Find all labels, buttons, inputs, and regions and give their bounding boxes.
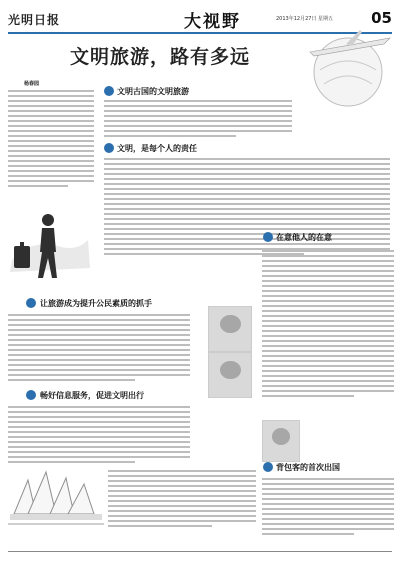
article-badge-icon <box>263 232 273 242</box>
article-2-body <box>104 158 390 258</box>
article-1-title: 文明古国的文明旅游 <box>117 87 189 96</box>
article-4-title: 畅好信息服务，促进文明出行 <box>40 391 144 400</box>
article-badge-icon <box>26 390 36 400</box>
page-number: 05 <box>371 9 392 27</box>
article-2-title: 文明，是每个人的责任 <box>117 144 197 153</box>
bottom-body-text <box>108 470 256 532</box>
traveler-illustration <box>4 200 94 290</box>
sidebar-author-name: 杨春园 <box>24 81 40 87</box>
masthead: 光明日报 <box>8 13 61 27</box>
portrait-photo <box>208 306 252 352</box>
article-3-body <box>8 314 190 384</box>
opera-house-illustration <box>8 462 104 530</box>
article-badge-icon <box>104 143 114 153</box>
portrait-photo <box>262 420 300 462</box>
article-badge-icon <box>263 462 273 472</box>
article-3-title: 让旅游成为提升公民素质的抓手 <box>40 299 152 308</box>
article-5-title: 在意他人的在意 <box>276 233 332 242</box>
article-1-body <box>104 100 292 140</box>
globe-plane-illustration <box>300 22 396 112</box>
portrait-photo <box>208 352 252 398</box>
article-4-body <box>8 406 190 468</box>
article-badge-icon <box>26 298 36 308</box>
date-issue: 2013年12月27日 星期五 <box>276 16 334 22</box>
article-5-body <box>262 250 394 410</box>
article-6-title: 背包客的首次出国 <box>276 463 340 472</box>
article-badge-icon <box>104 86 114 96</box>
main-headline: 文明旅游，路有多远 <box>70 46 251 68</box>
section-title: 大视野 <box>184 12 241 32</box>
page-footer <box>8 551 392 555</box>
article-6-body <box>262 478 394 540</box>
sidebar-body-text <box>8 90 94 190</box>
